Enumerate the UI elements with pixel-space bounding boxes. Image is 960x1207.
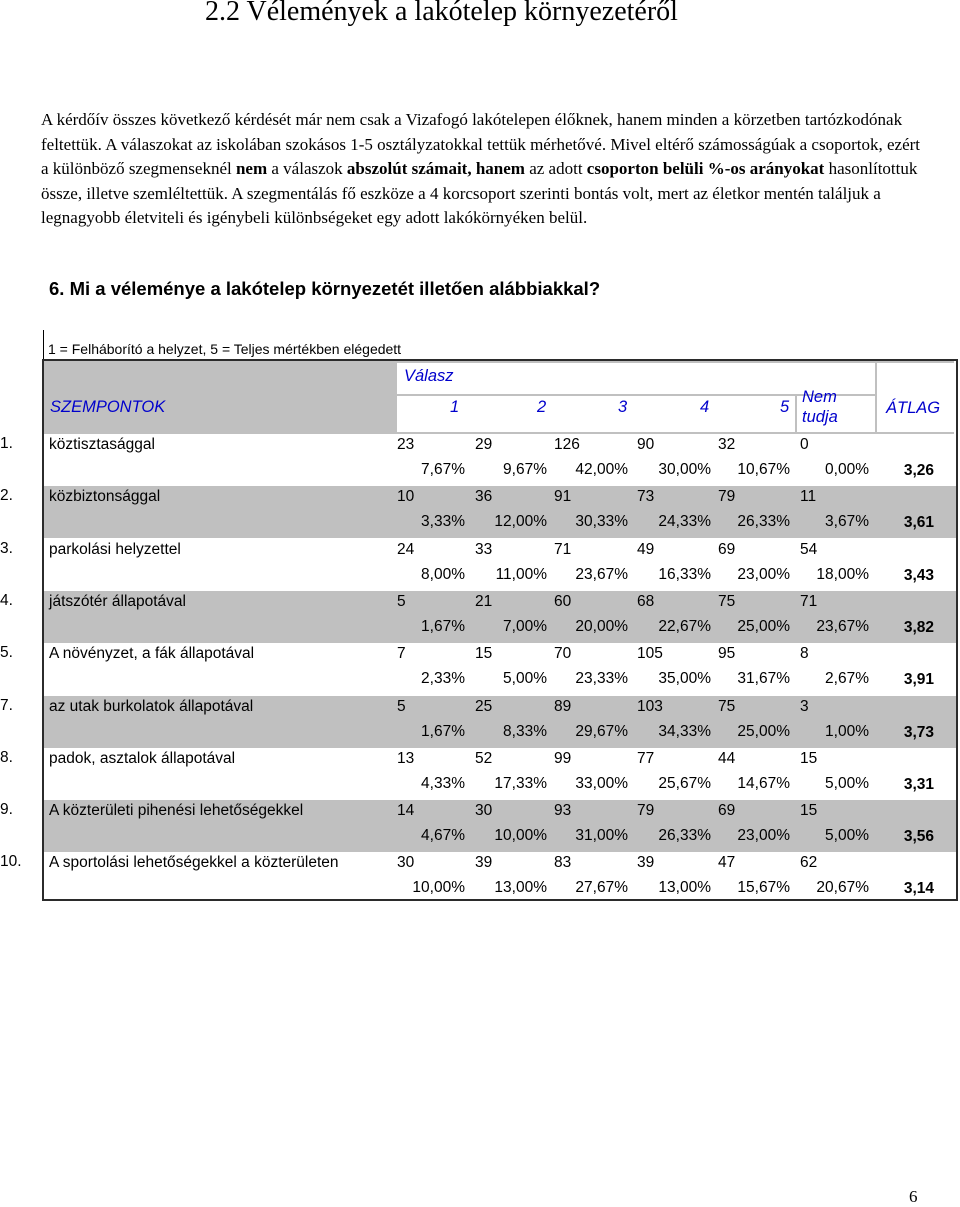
count-cell: 77 (637, 749, 655, 767)
percent-cell: 23,67% (816, 617, 869, 635)
row-label: A közterületi pihenési lehetőségekkel (49, 802, 304, 820)
percent-cell: 26,33% (658, 827, 711, 845)
row-number: 3. (0, 539, 13, 557)
percent-cell: 5,00% (503, 670, 547, 688)
intro-paragraph: A kérdőív összes következő kérdését már nem csak a Vizafogó lakótelepen élőknek, hanem minden a körzetben tartózkodónak feltettük. A válaszokat az iskolában szokásos 1-5 osztályzatokkal tettük mérhetővé. Mivel eltérő számosságúak a csoportok, ezért a különböző szegmenseknél nem a válaszok abszolút számait, hanem az adott csoporton belüli %-os arányokat hasonlítottuk össze, illetve szemléltettük. A szegmentálás fő eszköze a 4 korcsoport szerinti bontás volt, mert az életkor mentén találjuk a legnagyobb életviteli és igénybeli különbségeket egy adott lakókörnyéken belül. (41, 110, 920, 227)
count-cell: 21 (475, 592, 493, 610)
percent-cell: 12,00% (494, 513, 547, 531)
count-cell: 5 (397, 592, 406, 610)
nem-tudja-header-line1: Nem (802, 388, 837, 406)
count-cell: 70 (554, 645, 572, 663)
percent-cell: 30,00% (658, 461, 711, 478)
percent-cell: 23,00% (737, 565, 790, 583)
count-cell: 14 (397, 802, 415, 820)
percent-cell: 17,33% (494, 774, 547, 792)
percent-cell: 2,67% (825, 670, 869, 688)
count-cell: 95 (718, 645, 736, 663)
row-number: 1. (0, 435, 13, 452)
count-cell: 29 (475, 436, 493, 453)
percent-cell: 0,00% (825, 461, 869, 478)
row-number: 8. (0, 748, 13, 766)
atlag-header: ÁTLAG (886, 399, 941, 417)
row-number: 7. (0, 696, 13, 714)
row-number: 9. (0, 801, 13, 819)
row-label: közbiztonsággal (49, 488, 161, 506)
percent-cell: 25,00% (737, 722, 790, 740)
count-cell: 39 (475, 854, 493, 872)
count-cell: 52 (475, 749, 493, 767)
count-cell: 69 (718, 540, 736, 558)
count-cell: 24 (397, 540, 415, 558)
count-cell: 71 (554, 540, 572, 558)
count-cell: 30 (475, 802, 493, 820)
row-label: A sportolási lehetőségekkel a közterületen (49, 854, 339, 872)
count-cell: 11 (800, 488, 817, 506)
count-cell: 91 (554, 488, 572, 506)
count-cell: 89 (554, 697, 572, 715)
average-cell: 3,26 (903, 462, 934, 479)
row-number: 10. (0, 853, 22, 871)
percent-cell: 31,00% (575, 827, 628, 845)
valasz-header: Válasz (404, 367, 454, 385)
percent-cell: 15,67% (737, 879, 790, 897)
percent-cell: 1,00% (825, 722, 869, 740)
average-cell: 3,31 (903, 775, 934, 793)
count-cell: 79 (718, 488, 736, 506)
count-cell: 13 (397, 749, 415, 767)
percent-cell: 31,67% (737, 670, 790, 688)
count-cell: 83 (554, 854, 572, 872)
count-cell: 10 (397, 488, 415, 506)
count-cell: 99 (554, 749, 572, 767)
percent-cell: 20,67% (816, 879, 869, 897)
nem-tudja-header-line2: tudja (802, 408, 838, 426)
count-cell: 30 (397, 854, 415, 872)
percent-cell: 33,00% (575, 774, 628, 792)
count-cell: 44 (718, 749, 736, 767)
percent-cell: 8,33% (503, 722, 547, 740)
percent-cell: 27,67% (575, 879, 628, 897)
count-cell: 90 (637, 436, 655, 453)
count-cell: 33 (475, 540, 493, 558)
percent-cell: 20,00% (575, 617, 628, 635)
percent-cell: 24,33% (658, 513, 711, 531)
average-cell: 3,61 (903, 514, 934, 532)
row-label: padok, asztalok állapotával (49, 749, 236, 767)
count-cell: 47 (718, 854, 736, 872)
percent-cell: 3,67% (825, 513, 869, 531)
percent-cell: 10,67% (737, 461, 790, 478)
percent-cell: 13,00% (494, 879, 547, 897)
col-header-3: 3 (618, 398, 628, 416)
count-cell: 54 (800, 540, 818, 558)
scale-note: 1 = Felháborító a helyzet, 5 = Teljes mértékben elégedett (48, 341, 402, 357)
count-cell: 75 (718, 592, 736, 610)
count-cell: 73 (637, 488, 655, 506)
percent-cell: 14,67% (737, 774, 790, 792)
count-cell: 15 (475, 645, 493, 663)
count-cell: 69 (718, 802, 736, 820)
average-cell: 3,14 (903, 880, 934, 898)
count-cell: 23 (397, 436, 415, 453)
count-cell: 126 (554, 436, 580, 453)
count-cell: 39 (637, 854, 655, 872)
count-cell: 32 (718, 436, 736, 453)
count-cell: 93 (554, 802, 572, 820)
percent-cell: 42,00% (575, 461, 628, 478)
percent-cell: 7,00% (503, 617, 547, 635)
row-number: 5. (0, 644, 13, 662)
count-cell: 79 (637, 802, 655, 820)
percent-cell: 9,67% (503, 461, 547, 478)
percent-cell: 30,33% (575, 513, 628, 531)
percent-cell: 1,67% (421, 617, 465, 635)
percent-cell: 4,33% (421, 774, 465, 792)
percent-cell: 7,67% (421, 461, 465, 478)
percent-cell: 25,67% (658, 774, 711, 792)
percent-cell: 8,00% (421, 565, 465, 583)
percent-cell: 23,67% (575, 565, 628, 583)
divider (43, 330, 44, 360)
count-cell: 75 (718, 697, 736, 715)
average-cell: 3,82 (903, 618, 934, 636)
percent-cell: 5,00% (825, 827, 869, 845)
row-label: parkolási helyzettel (49, 540, 181, 558)
count-cell: 60 (554, 592, 572, 610)
percent-cell: 22,67% (658, 617, 711, 635)
count-cell: 103 (637, 697, 663, 715)
percent-cell: 26,33% (737, 513, 790, 531)
count-cell: 36 (475, 488, 493, 506)
row-number: 2. (0, 487, 13, 505)
question-title: 6. Mi a véleménye a lakótelep környezetét illetően alábbiakkal? (49, 278, 601, 299)
percent-cell: 23,33% (575, 670, 628, 688)
count-cell: 15 (800, 749, 818, 767)
average-cell: 3,43 (903, 566, 934, 584)
average-cell: 3,56 (903, 828, 934, 846)
count-cell: 3 (800, 697, 809, 715)
count-cell: 8 (800, 645, 809, 663)
row-label: az utak burkolatok állapotával (49, 697, 254, 715)
percent-cell: 11,00% (495, 565, 547, 583)
percent-cell: 10,00% (412, 879, 465, 897)
percent-cell: 1,67% (421, 722, 465, 740)
percent-cell: 4,67% (421, 827, 465, 845)
percent-cell: 3,33% (421, 513, 465, 531)
count-cell: 62 (800, 854, 818, 872)
percent-cell: 5,00% (825, 774, 869, 792)
count-cell: 5 (397, 697, 406, 715)
row-label: köztisztasággal (49, 436, 155, 453)
percent-cell: 10,00% (494, 827, 547, 845)
count-cell: 105 (637, 645, 663, 663)
col-header-1: 1 (450, 398, 460, 416)
percent-cell: 2,33% (421, 670, 465, 688)
count-cell: 0 (800, 436, 809, 453)
count-cell: 25 (475, 697, 493, 715)
percent-cell: 23,00% (737, 827, 790, 845)
count-cell: 68 (637, 592, 655, 610)
percent-cell: 18,00% (816, 565, 869, 583)
percent-cell: 16,33% (658, 565, 711, 583)
percent-cell: 13,00% (658, 879, 711, 897)
page-number: 6 (909, 1187, 918, 1206)
percent-cell: 29,67% (575, 722, 628, 740)
szempontok-header: SZEMPONTOK (50, 398, 166, 416)
percent-cell: 34,33% (658, 722, 711, 740)
percent-cell: 25,00% (737, 617, 790, 635)
average-cell: 3,91 (903, 671, 934, 689)
count-cell: 15 (800, 802, 818, 820)
count-cell: 7 (397, 645, 406, 663)
percent-cell: 35,00% (658, 670, 711, 688)
average-cell: 3,73 (903, 723, 934, 741)
section-heading: 2.2 Vélemények a lakótelep környezetéről (205, 0, 678, 27)
row-number: 4. (0, 591, 13, 609)
col-header-2: 2 (537, 398, 547, 416)
row-label: játszótér állapotával (49, 592, 186, 610)
count-cell: 71 (800, 592, 818, 610)
col-header-4: 4 (700, 398, 710, 416)
col-header-5: 5 (780, 398, 790, 416)
row-label: A növényzet, a fák állapotával (49, 645, 255, 663)
count-cell: 49 (637, 540, 655, 558)
results-table (0, 359, 958, 901)
